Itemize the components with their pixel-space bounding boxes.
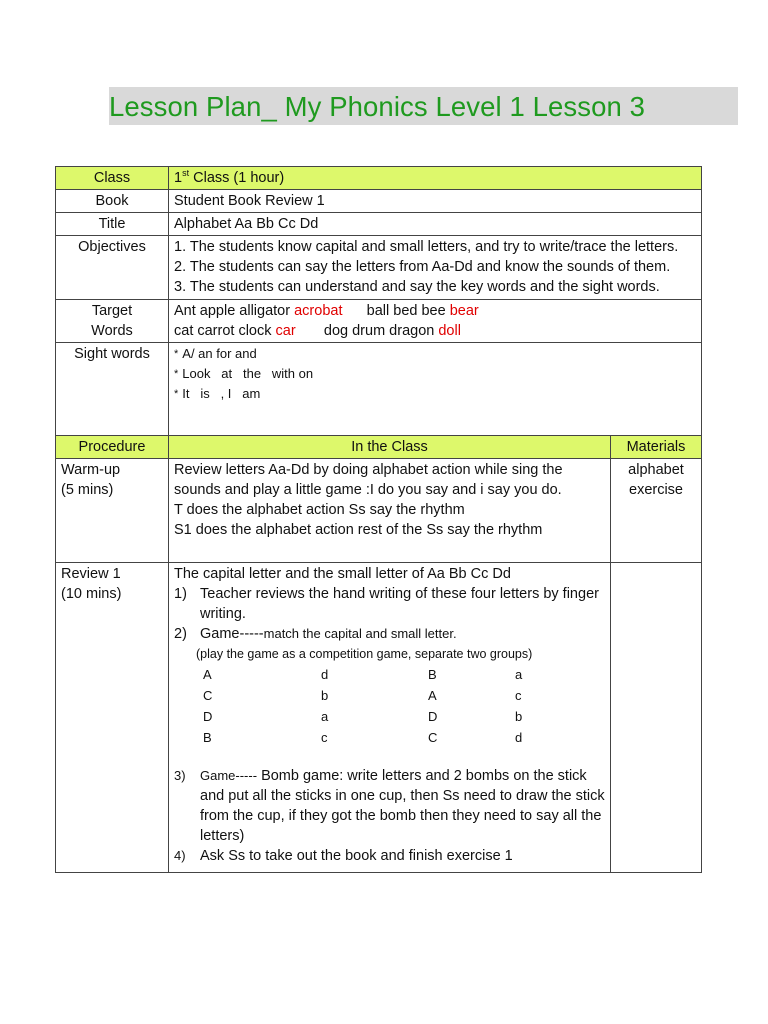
review-step: 4) Ask Ss to take out the book and finish exercise 1 <box>174 848 513 864</box>
procedure-header: Procedure <box>56 436 169 459</box>
warmup-label: Warm-up (5 mins) <box>56 459 169 563</box>
review-step: 3) Game----- Bomb game: write letters and 2 bombs on the stick and put all the sticks in one cup, then Ss need to draw the stick from the cup, if they got the bomb then they need to say all the letters) <box>174 768 605 844</box>
game-note: (play the game as a competition game, separate two groups) <box>196 647 533 661</box>
review-row <box>56 563 702 873</box>
warmup-row <box>56 459 702 563</box>
title-row <box>56 213 702 236</box>
warmup-activities: Review letters Aa-Dd by doing alphabet action while sing the sounds and play a little game :I do you say and i say you do. T does the alphabet action Ss say the rhythm S1 does the alphabet action rest of the Ss say the rhythm <box>169 459 611 563</box>
objective-item: 2. The students can say the letters from Aa-Dd and know the sounds of them. <box>174 259 671 275</box>
target-words-value: Ant apple alligator acrobat ball bed bee bear cat carrot clock car dog drum dragon doll <box>169 300 702 343</box>
review-step: 1) Teacher reviews the hand writing of these four letters by finger writing. <box>174 586 599 622</box>
page-title: Lesson Plan_ My Phonics Level 1 Lesson 3 <box>109 91 645 122</box>
sight-words-list: * A/ an for and * Look at the with on * It is , I am <box>169 343 702 436</box>
sight-words-label: Sight words <box>56 343 169 436</box>
materials-header: Materials <box>611 436 702 459</box>
objectives-list <box>169 236 702 300</box>
title-value: Alphabet Aa Bb Cc Dd <box>169 213 702 236</box>
target-words-label: Target Words <box>56 300 169 343</box>
objectives-row <box>56 236 702 300</box>
match-grid: A d B a C b A c D a D b B c C d <box>203 667 523 745</box>
class-row <box>56 167 702 190</box>
sight-words-row <box>56 343 702 436</box>
procedure-header-row <box>56 436 702 459</box>
review-step: 2) Game-----match the capital and small letter. <box>174 626 457 642</box>
in-the-class-header: In the Class <box>169 436 611 459</box>
book-label: Book <box>56 190 169 213</box>
review-label: Review 1 (10 mins) <box>56 563 169 873</box>
objective-item: 1. The students know capital and small letters, and try to write/trace the letters. <box>174 239 679 255</box>
objective-item: 3. The students can understand and say the key words and the sight words. <box>174 279 660 295</box>
title-label: Title <box>56 213 169 236</box>
class-label: Class <box>56 167 169 190</box>
class-value: 1st Class (1 hour) <box>169 167 702 190</box>
book-value: Student Book Review 1 <box>169 190 702 213</box>
target-words-row <box>56 300 702 343</box>
review-activities: The capital letter and the small letter of Aa Bb Cc Dd 1) Teacher reviews the hand writing of these four letters by finger writing. 2) Game-----match the capital and small letter. (play the game as a competition game, separate two groups) A d B a C b A c D a D b B c C d 3) Game----- Bomb game: write letters and 2 bombs on the stick and put all the sticks in one cup, then Ss need to draw the stick from the cup, if they got the bomb then they need to say all the letters) 4) Ask Ss to take out the book and finish exercise 1 <box>169 563 611 873</box>
objectives-label: Objectives <box>56 236 169 300</box>
review-materials <box>611 563 702 873</box>
lesson-plan-table <box>55 166 702 873</box>
book-row <box>56 190 702 213</box>
warmup-materials: alphabet exercise <box>611 459 702 563</box>
